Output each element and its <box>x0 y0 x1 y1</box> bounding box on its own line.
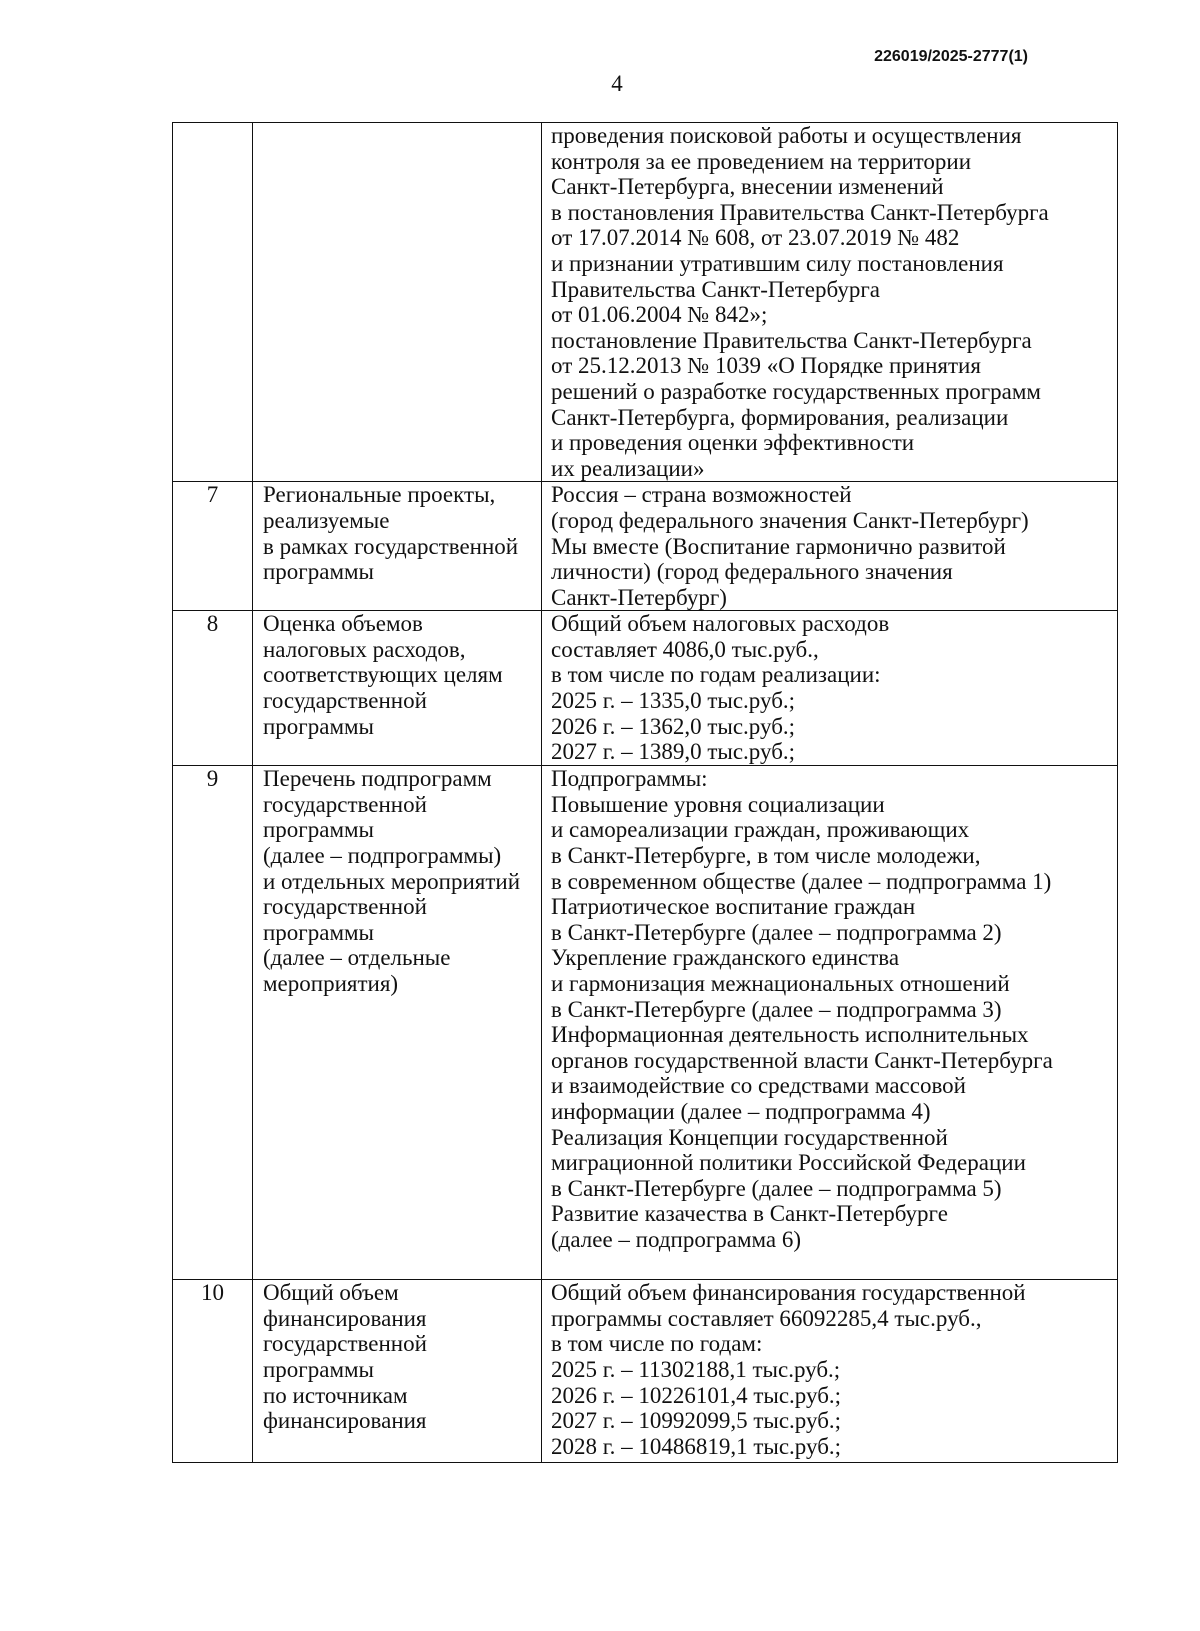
row-content-line: 2026 г. – 1362,0 тыс.руб.; <box>551 713 796 739</box>
row-label-line: государственной <box>263 1331 427 1357</box>
row-content-line: Развитие казачества в Санкт-Петербурге <box>551 1201 948 1227</box>
row-label <box>253 1280 542 1463</box>
row-label-line: государственной <box>263 791 427 817</box>
row-content-line: Санкт-Петербурга, формирования, реализации <box>551 404 1009 430</box>
row-label <box>253 766 542 1280</box>
row-content-line: Общий объем финансирования государственной <box>551 1280 1026 1306</box>
row-content-line: в постановления Правительства Санкт-Петербурга <box>551 199 1049 225</box>
table-row <box>173 123 1118 482</box>
row-number: 8 <box>173 611 253 766</box>
table-row <box>173 766 1118 1280</box>
row-number: 7 <box>173 482 253 611</box>
row-label-line: и отдельных мероприятий <box>263 868 521 894</box>
row-content-line: от 01.06.2004 № 842»; <box>551 302 768 328</box>
row-label-line: (далее – подпрограммы) <box>263 843 502 869</box>
row-content-line: органов государственной власти Санкт-Петербурга <box>551 1047 1053 1073</box>
row-content-line: Укрепление гражданского единства <box>551 945 900 971</box>
row-content-line: миграционной политики Российской Федерации <box>551 1150 1026 1176</box>
row-number: 9 <box>173 766 253 1280</box>
row-content-line: и самореализации граждан, проживающих <box>551 817 970 843</box>
row-label-line: финансирования <box>263 1305 427 1331</box>
row-content-line: Повышение уровня социализации <box>551 791 885 817</box>
row-content-line: 2026 г. – 10226101,4 тыс.руб.; <box>551 1382 842 1408</box>
row-content-line: личности) (город федерального значения <box>551 559 953 585</box>
row-content-line: постановление Правительства Санкт-Петербурга <box>551 327 1032 353</box>
row-label-line: соответствующих целям <box>263 662 503 688</box>
row-content-line: информации (далее – подпрограмма 4) <box>551 1099 931 1124</box>
table-body <box>173 123 1118 1463</box>
row-content-line: программы составляет 66092285,4 тыс.руб., <box>551 1305 982 1331</box>
row-content-line: и признании утратившим силу постановления <box>551 250 1004 276</box>
row-content-line: Россия – страна возможностей <box>551 482 852 508</box>
row-content-line: проведения поисковой работы и осуществления <box>551 123 1022 148</box>
row-label-line: в рамках государственной <box>263 533 519 559</box>
row-content <box>542 611 1118 766</box>
document-registration-number: 226019/2025-2777(1) <box>874 48 1028 65</box>
table-row <box>173 482 1118 611</box>
row-label-line: финансирования <box>263 1408 427 1434</box>
row-content-line: в Санкт-Петербурге (далее – подпрограмма 5) <box>551 1175 1002 1201</box>
row-content-line: от 25.12.2013 № 1039 «О Порядке принятия <box>551 353 981 379</box>
row-content-line: контроля за ее проведением на территории <box>551 148 972 174</box>
row-content-line: 2028 г. – 10486819,1 тыс.руб.; <box>551 1433 842 1459</box>
row-label-line: программы <box>263 1357 375 1383</box>
row-label-line: реализуемые <box>263 507 390 533</box>
row-label-line: мероприятия) <box>263 971 399 997</box>
row-content-line: 2025 г. – 1335,0 тыс.руб.; <box>551 688 796 714</box>
row-content-line: в современном обществе (далее – подпрограмма 1) <box>551 868 1052 894</box>
row-content-line: и проведения оценки эффективности <box>551 430 915 456</box>
row-content-line: Реализация Концепции государственной <box>551 1124 948 1150</box>
row-content-line: 2027 г. – 10992099,5 тыс.руб.; <box>551 1408 842 1434</box>
table-row <box>173 611 1118 766</box>
row-content-line: в Санкт-Петербурге, в том числе молодежи, <box>551 843 981 869</box>
row-content-line: Мы вместе (Воспитание гармонично развитой <box>551 533 1006 559</box>
row-label-line: по источникам <box>263 1382 408 1408</box>
row-content-line: 2027 г. – 1389,0 тыс.руб.; <box>551 739 796 765</box>
row-content-line: 2025 г. – 11302188,1 тыс.руб.; <box>551 1357 841 1383</box>
row-content-line: Патриотическое воспитание граждан <box>551 894 916 920</box>
row-content <box>542 766 1118 1280</box>
row-number <box>173 123 253 482</box>
row-content-line: (город федерального значения Санкт-Петербург) <box>551 507 1029 533</box>
row-content <box>542 482 1118 611</box>
row-content-line: составляет 4086,0 тыс.руб., <box>551 636 819 662</box>
row-content-line: в том числе по годам реализации: <box>551 662 881 688</box>
row-label <box>253 611 542 766</box>
row-label-line: Перечень подпрограмм <box>263 766 492 792</box>
row-content-line: и гармонизация межнациональных отношений <box>551 971 1010 997</box>
page-number: 4 <box>611 71 623 96</box>
row-content-line: от 17.07.2014 № 608, от 23.07.2019 № 482 <box>551 225 960 251</box>
row-content <box>542 1280 1118 1463</box>
row-content-line: Правительства Санкт-Петербурга <box>551 276 880 302</box>
row-content-line: в Санкт-Петербурге (далее – подпрограмма 2) <box>551 919 1002 945</box>
table-row <box>173 1280 1118 1463</box>
row-content-line: Подпрограммы: <box>551 766 708 792</box>
row-number: 10 <box>173 1280 253 1463</box>
row-content-line: решений о разработке государственных программ <box>551 378 1041 404</box>
row-label-line: государственной <box>263 894 427 920</box>
row-content-line: в Санкт-Петербурге (далее – подпрограмма 3) <box>551 996 1002 1022</box>
row-label-line: государственной <box>263 688 427 714</box>
row-content-line: Санкт-Петербурга, внесении изменений <box>551 174 944 200</box>
row-label-line: (далее – отдельные <box>263 945 451 971</box>
row-content-line: их реализации» <box>551 455 705 481</box>
row-label <box>253 123 542 482</box>
row-label-line: программы <box>263 559 375 585</box>
row-content-line: и взаимодействие со средствами массовой <box>551 1073 966 1099</box>
row-content-line: (далее – подпрограмма 6) <box>551 1226 802 1252</box>
row-label-line: программы <box>263 713 375 739</box>
row-content-line: Санкт-Петербург) <box>551 584 727 610</box>
row-label-line: Общий объем <box>263 1280 399 1306</box>
row-label-line: Оценка объемов <box>263 611 423 637</box>
row-label-line: налоговых расходов, <box>263 636 466 662</box>
row-label-line: Региональные проекты, <box>263 482 496 508</box>
row-content-line: Общий объем налоговых расходов <box>551 611 890 637</box>
program-passport-table <box>172 122 1118 1463</box>
row-label-line: программы <box>263 919 375 945</box>
row-label <box>253 482 542 611</box>
row-content-line: Информационная деятельность исполнительных <box>551 1022 1029 1048</box>
row-label-line: программы <box>263 817 375 843</box>
row-content <box>542 123 1118 482</box>
row-content-line: в том числе по годам: <box>551 1331 763 1357</box>
